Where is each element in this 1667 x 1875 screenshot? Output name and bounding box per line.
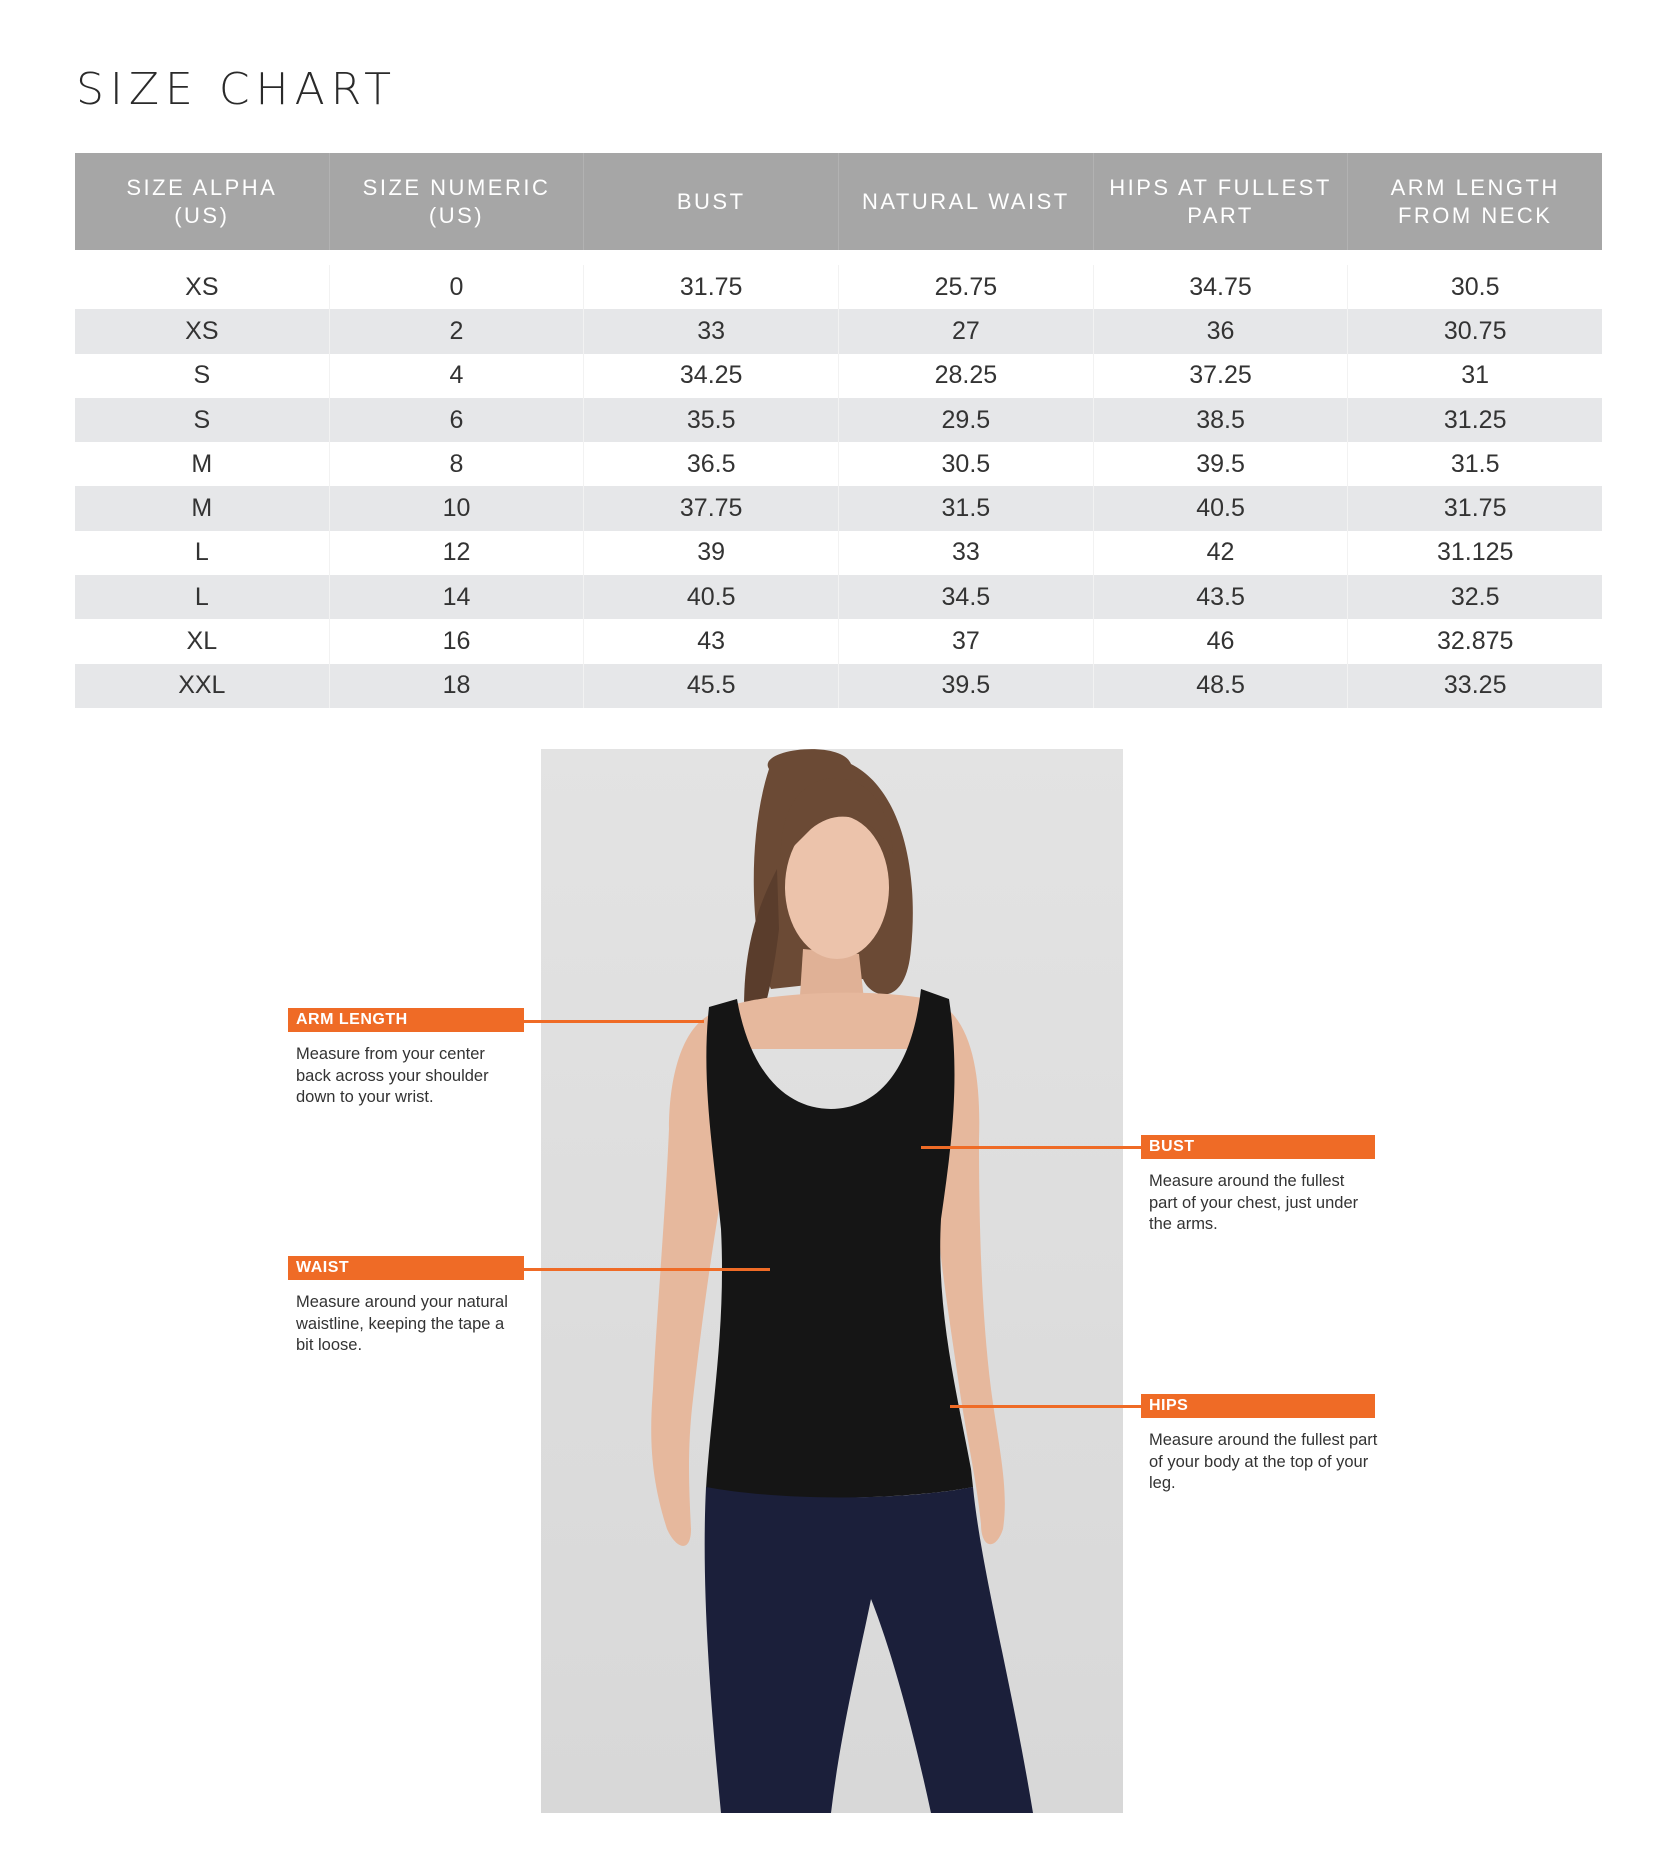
callout-bust-label: BUST — [1141, 1135, 1375, 1159]
table-cell: 43 — [584, 619, 839, 663]
table-cell: 39 — [584, 531, 839, 575]
table-cell: 31.75 — [1443, 494, 1507, 523]
model-illustration — [541, 749, 1123, 1813]
table-cell: 40.5 — [1094, 486, 1349, 530]
table-cell: 37.25 — [1094, 354, 1349, 398]
table-cell: 35.5 — [584, 398, 839, 442]
table-cell: L — [75, 531, 330, 575]
table-cell: 31.75 — [584, 265, 839, 309]
table-cell: 34.25 — [584, 354, 839, 398]
table-cell: 30.75 — [1443, 316, 1507, 345]
table-cell: XXL — [75, 664, 330, 708]
table-cell: 40.5 — [584, 575, 839, 619]
model-photo — [541, 749, 1123, 1813]
table-cell: 31 — [1461, 361, 1490, 390]
table-cell: 2 — [330, 309, 585, 353]
table-cell: 30.5 — [839, 442, 1094, 486]
callout-bust-desc: Measure around the fullest part of your chest, just under the arms. — [1149, 1172, 1359, 1233]
table-cell: 37.75 — [584, 486, 839, 530]
table-cell: 4 — [330, 354, 585, 398]
table-cell: 31.5 — [839, 486, 1094, 530]
tank-top-shape — [706, 989, 973, 1498]
callout-waist-desc: Measure around your natural waistline, keeping the tape a bit loose. — [296, 1293, 508, 1354]
header-arm-length: ARM LENGTH FROM NECK — [1390, 174, 1560, 228]
table-cell: 38.5 — [1094, 398, 1349, 442]
table-row — [75, 398, 1602, 442]
callout-arm-length-label: ARM LENGTH — [288, 1008, 524, 1032]
table-cell: 25.75 — [839, 265, 1094, 309]
table-cell: 31.25 — [1443, 405, 1507, 434]
callout-arm-length — [288, 1008, 524, 1109]
table-cell: 28.25 — [839, 354, 1094, 398]
table-cell: 37 — [839, 619, 1094, 663]
table-cell: 39.5 — [1094, 442, 1349, 486]
header-size-alpha: SIZE ALPHA (US) — [75, 153, 330, 250]
table-cell: 31.125 — [1436, 538, 1514, 567]
table-cell: 27 — [839, 309, 1094, 353]
hips-leader — [950, 1405, 1141, 1408]
header-natural-waist: NATURAL WAIST — [839, 153, 1094, 250]
table-row — [75, 619, 1602, 663]
table-cell: XL — [75, 619, 330, 663]
table-row — [75, 486, 1602, 530]
arm-length-leader — [524, 1020, 704, 1023]
table-cell: 42 — [1094, 531, 1349, 575]
size-chart-table — [75, 153, 1602, 708]
table-cell: 34.75 — [1094, 265, 1349, 309]
table-cell: 18 — [330, 664, 585, 708]
callout-bust — [1141, 1135, 1375, 1236]
callout-arm-length-desc: Measure from your center back across your shoulder down to your wrist. — [296, 1045, 489, 1106]
table-row — [75, 575, 1602, 619]
table-row — [75, 531, 1602, 575]
bust-leader — [921, 1146, 1141, 1149]
waist-leader — [524, 1268, 770, 1271]
table-cell: 31.5 — [1450, 449, 1500, 478]
callout-waist — [288, 1256, 524, 1357]
table-cell: S — [75, 354, 330, 398]
table-cell: 39.5 — [839, 664, 1094, 708]
table-row — [75, 265, 1602, 309]
table-cell: M — [75, 486, 330, 530]
table-cell: 10 — [330, 486, 585, 530]
header-hips: HIPS AT FULLEST PART — [1094, 153, 1349, 250]
table-cell: 46 — [1094, 619, 1349, 663]
table-row — [75, 664, 1602, 708]
table-row — [75, 354, 1602, 398]
table-cell: M — [75, 442, 330, 486]
table-cell: XS — [75, 265, 330, 309]
table-cell: L — [75, 575, 330, 619]
table-row — [75, 442, 1602, 486]
table-cell: 36.5 — [584, 442, 839, 486]
table-cell: 34.5 — [839, 575, 1094, 619]
header-size-numeric: SIZE NUMERIC (US) — [330, 153, 585, 250]
table-cell: 43.5 — [1094, 575, 1349, 619]
table-cell: 30.5 — [1450, 272, 1500, 301]
table-cell: 14 — [330, 575, 585, 619]
table-cell: 6 — [330, 398, 585, 442]
callout-hips-label: HIPS — [1141, 1394, 1375, 1418]
table-cell: 32.875 — [1436, 627, 1514, 656]
table-cell: 48.5 — [1094, 664, 1349, 708]
table-row — [75, 309, 1602, 353]
callout-hips — [1141, 1394, 1391, 1495]
table-cell: 45.5 — [584, 664, 839, 708]
table-cell: 36 — [1094, 309, 1349, 353]
table-cell: S — [75, 398, 330, 442]
table-cell: 8 — [330, 442, 585, 486]
callout-hips-desc: Measure around the fullest part of your body at the top of your leg. — [1149, 1431, 1378, 1492]
table-cell: 29.5 — [839, 398, 1094, 442]
page-title: SIZE CHART — [76, 64, 397, 115]
table-header — [75, 153, 1602, 250]
table-cell: 33.25 — [1443, 671, 1507, 700]
table-cell: 12 — [330, 531, 585, 575]
table-cell: 0 — [330, 265, 585, 309]
table-body — [75, 265, 1602, 708]
table-cell: XS — [75, 309, 330, 353]
table-cell: 16 — [330, 619, 585, 663]
table-cell: 32.5 — [1450, 582, 1500, 611]
callout-waist-label: WAIST — [288, 1256, 524, 1280]
header-bust: BUST — [584, 153, 839, 250]
table-cell: 33 — [584, 309, 839, 353]
table-cell: 33 — [839, 531, 1094, 575]
